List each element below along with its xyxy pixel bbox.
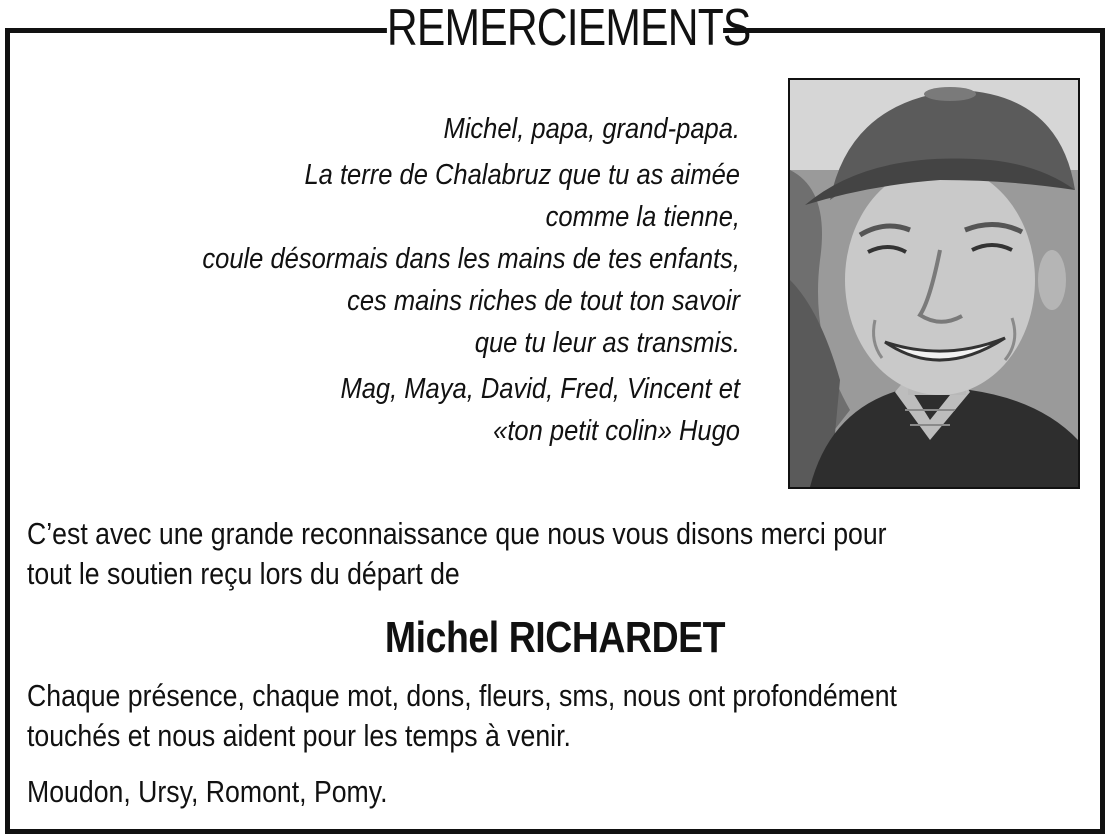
places-line: Moudon, Ursy, Romont, Pomy. xyxy=(27,774,388,809)
intro-line: tout le soutien reçu lors du départ de xyxy=(27,556,460,591)
deceased-name: Michel RICHARDET xyxy=(384,613,726,662)
signature-line: «ton petit colin» Hugo xyxy=(493,415,740,447)
poem-block xyxy=(0,108,740,456)
portrait-photo xyxy=(788,78,1080,489)
intro-line: C’est avec une grande reconnaissance que nous vous disons merci pour xyxy=(27,516,887,551)
signature-line: Mag, Maya, David, Fred, Vincent et xyxy=(340,373,740,405)
poem-stanza xyxy=(89,154,740,364)
details-line: Chaque présence, chaque mot, dons, fleurs, sms, nous ont profondément xyxy=(27,678,897,713)
notice-heading: REMERCIEMENTS xyxy=(386,0,751,57)
poem-line: comme la tienne, xyxy=(545,201,740,233)
poem-opening-line: Michel, papa, grand-papa. xyxy=(443,113,740,145)
poem-signatures xyxy=(89,368,740,452)
poem-line: que tu leur as transmis. xyxy=(474,327,740,359)
thanks-details xyxy=(27,676,947,756)
poem-line: La terre de Chalabruz que tu as aimée xyxy=(304,159,740,191)
details-line: touchés et nous aident pour les temps à venir. xyxy=(27,718,571,753)
poem-line: coule désormais dans les mains de tes enfants, xyxy=(202,243,741,275)
poem-line: ces mains riches de tout ton savoir xyxy=(347,285,740,317)
portrait-photo-icon xyxy=(790,80,1078,487)
thanks-intro xyxy=(27,514,947,594)
